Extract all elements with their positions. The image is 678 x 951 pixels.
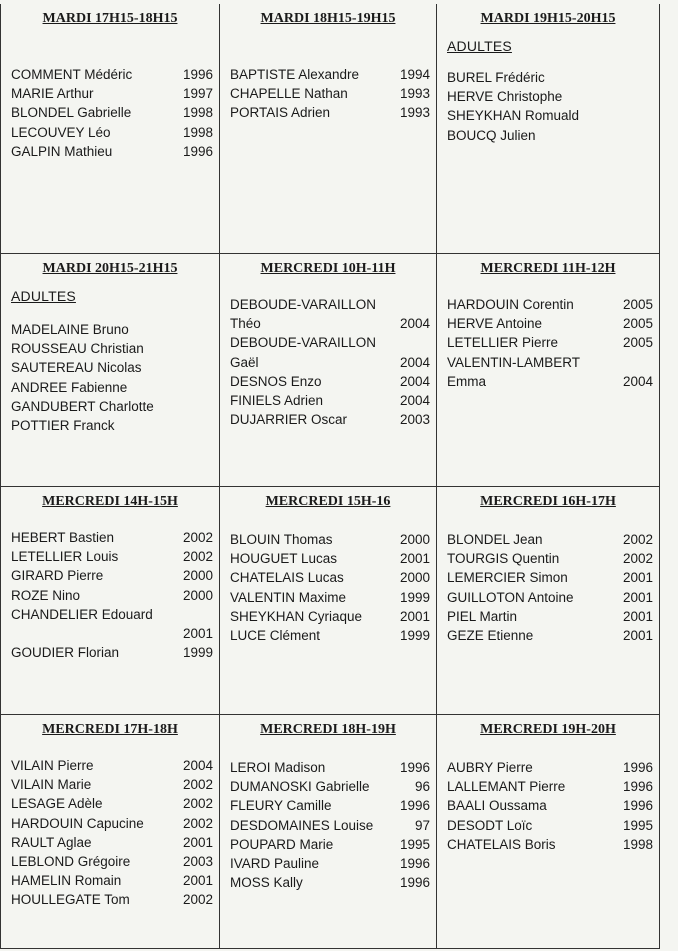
participant-row [11, 103, 213, 122]
slot-title: MARDI 19H15-20H15 [480, 11, 616, 26]
participant-row [230, 103, 430, 122]
birth-year [649, 87, 653, 106]
participant-name: LETELLIER Pierre [447, 335, 559, 351]
participant-name: LUCE Clément [230, 628, 321, 644]
participant-row [230, 758, 430, 777]
participant-name: DESODT Loïc [447, 817, 533, 833]
birth-year [209, 378, 213, 397]
schedule-slot [220, 487, 437, 715]
birth-year: 1999 [399, 589, 430, 605]
slot-title: MERCREDI 17H-18H [42, 722, 178, 737]
birth-year: 2002 [182, 815, 213, 831]
participant-name: TOURGIS Quentin [447, 551, 560, 567]
schedule-slot [220, 4, 437, 254]
participant-row [230, 607, 430, 626]
participant-name: DEBOUDE-VARAILLON [230, 297, 377, 312]
participant-name: HOUGUET Lucas [230, 551, 338, 567]
participant-row [447, 530, 653, 549]
participant-row [11, 643, 213, 662]
participant-row [230, 530, 430, 549]
birth-year: 2000 [399, 570, 430, 586]
schedule-slot [437, 715, 659, 948]
participant-row [447, 796, 653, 815]
schedule-grid [0, 4, 660, 949]
participant-row [447, 549, 653, 568]
participant-name: SHEYKHAN Cyriaque [230, 608, 363, 624]
birth-year: 2003 [182, 854, 213, 870]
participant-row [11, 528, 213, 547]
participant-row [11, 358, 213, 377]
participant-row [230, 816, 430, 835]
participant-row [11, 756, 213, 775]
participant-row [11, 378, 213, 397]
participant-row [11, 814, 213, 833]
birth-year [209, 605, 213, 624]
birth-year [426, 333, 430, 352]
schedule-slot [1, 487, 220, 715]
participant-row [11, 84, 213, 103]
birth-year: 2004 [399, 354, 430, 370]
participant-row [11, 397, 213, 416]
participant-name: IVARD Pauline [230, 856, 320, 872]
participant-name: CHAPELLE Nathan [230, 86, 348, 102]
birth-year: 2001 [622, 628, 653, 644]
birth-year: 2003 [399, 412, 430, 428]
birth-year: 1996 [399, 856, 430, 872]
participant-name: HAMELIN Romain [11, 873, 122, 889]
participant-row [11, 794, 213, 813]
participant-list [447, 758, 653, 854]
birth-year: 2002 [182, 549, 213, 565]
birth-year: 1996 [399, 798, 430, 814]
participant-name: DESDOMAINES Louise [230, 817, 374, 833]
birth-year: 1999 [399, 628, 430, 644]
participant-name: GANDUBERT Charlotte [11, 398, 154, 414]
slot-title: MERCREDI 19H-20H [480, 722, 616, 737]
participant-name: DUJARRIER Oscar [230, 412, 348, 428]
birth-year: 2002 [622, 532, 653, 547]
participant-row [11, 566, 213, 585]
birth-year: 2000 [182, 568, 213, 584]
birth-year: 2002 [182, 530, 213, 545]
participant-list [447, 530, 653, 645]
birth-year: 1996 [182, 143, 213, 159]
birth-year [209, 339, 213, 358]
birth-year: 96 [414, 779, 430, 795]
participant-name: DESNOS Enzo [230, 373, 322, 389]
schedule-slot [220, 254, 437, 487]
participant-row [11, 871, 213, 890]
participant-row [230, 84, 430, 103]
participant-list [230, 758, 430, 892]
birth-year: 2004 [399, 373, 430, 389]
participant-row [11, 339, 213, 358]
birth-year: 1996 [622, 798, 653, 814]
birth-year: 2004 [399, 393, 430, 409]
birth-year: 1996 [399, 875, 430, 891]
participant-row [447, 568, 653, 587]
participant-name: RAULT Aglae [11, 834, 92, 850]
participant-row [11, 123, 213, 142]
participant-row [230, 353, 430, 372]
birth-year: 2002 [622, 551, 653, 567]
participant-row [447, 372, 653, 391]
birth-year: 2001 [182, 626, 213, 642]
participant-row [11, 586, 213, 605]
slot-title: MERCREDI 11H-12H [480, 261, 616, 276]
participant-name: DEBOUDE-VARAILLON [230, 335, 377, 351]
slot-title: MARDI 18H15-19H15 [260, 11, 396, 26]
participant-name: GOUDIER Florian [11, 645, 120, 661]
birth-year: 1998 [182, 124, 213, 140]
participant-name: LEROI Madison [230, 760, 326, 775]
participant-row [11, 852, 213, 871]
participant-row [447, 777, 653, 796]
participant-row [447, 758, 653, 777]
participant-row [230, 873, 430, 892]
participant-row [230, 568, 430, 587]
schedule-slot [437, 487, 659, 715]
slot-title: MERCREDI 15H-16 [265, 494, 391, 509]
participant-row [11, 775, 213, 794]
participant-name: BUREL Frédéric [447, 70, 545, 85]
participant-row [230, 854, 430, 873]
participant-name: DUMANOSKI Gabrielle [230, 779, 370, 795]
participant-name: HERVE Christophe [447, 89, 563, 105]
birth-year: 1995 [399, 836, 430, 852]
participant-name: LEMERCIER Simon [447, 570, 568, 586]
participant-name: ROUSSEAU Christian [11, 341, 144, 357]
participant-row [11, 624, 213, 643]
slot-title: MERCREDI 14H-15H [42, 494, 178, 509]
birth-year: 1993 [399, 105, 430, 121]
participant-list [11, 528, 213, 662]
participant-list [230, 530, 430, 645]
birth-year: 1994 [399, 67, 430, 82]
participant-row [447, 353, 653, 372]
participant-row [230, 410, 430, 429]
participant-name: Théo [230, 316, 261, 332]
participant-name: CHATELAIS Lucas [230, 570, 344, 586]
participant-name: GIRARD Pierre [11, 568, 104, 584]
participant-name: LEBLOND Grégoire [11, 854, 131, 870]
birth-year: 1993 [399, 86, 430, 102]
participant-name: SAUTEREAU Nicolas [11, 360, 142, 376]
participant-name: BLONDEL Jean [447, 532, 543, 547]
participant-row [230, 391, 430, 410]
participant-name: COMMENT Médéric [11, 67, 133, 82]
participant-name: ROZE Nino [11, 587, 81, 603]
birth-year [649, 106, 653, 125]
participant-name: MARIE Arthur [11, 86, 94, 102]
birth-year: 2004 [182, 758, 213, 773]
participant-name: POTTIER Franck [11, 418, 115, 434]
participant-name: Gaël [230, 354, 259, 370]
participant-list [230, 65, 430, 123]
schedule-slot [1, 254, 220, 487]
birth-year: 1996 [182, 67, 213, 82]
participant-name: CHATELAIS Boris [447, 836, 556, 852]
participant-name: VALENTIN Maxime [230, 589, 347, 605]
schedule-slot [1, 715, 220, 948]
slot-title: MERCREDI 18H-19H [260, 722, 396, 737]
birth-year: 1998 [182, 105, 213, 121]
participant-name: HARDOUIN Corentin [447, 297, 574, 312]
participant-row [447, 87, 653, 106]
schedule-slot [437, 4, 659, 254]
schedule-slot [220, 715, 437, 948]
participant-row [447, 295, 653, 314]
participant-name: VILAIN Pierre [11, 758, 94, 773]
participant-name: SHEYKHAN Romuald [447, 108, 580, 124]
birth-year: 97 [414, 817, 430, 833]
birth-year: 2005 [622, 297, 653, 312]
participant-row [230, 295, 430, 314]
participant-name: GALPIN Mathieu [11, 143, 113, 159]
slot-title: MERCREDI 10H-11H [260, 261, 396, 276]
participant-row [230, 777, 430, 796]
participant-name: Emma [447, 373, 487, 389]
slot-title: MERCREDI 16H-17H [480, 494, 616, 509]
participant-row [447, 314, 653, 333]
participant-name: LALLEMANT Pierre [447, 779, 566, 795]
participant-name: AUBRY Pierre [447, 760, 533, 775]
participant-row [230, 65, 430, 84]
birth-year: 2002 [182, 777, 213, 793]
slot-title: MARDI 20H15-21H15 [42, 261, 178, 276]
participant-list [447, 295, 653, 391]
participant-row [11, 547, 213, 566]
birth-year: 2000 [399, 532, 430, 547]
birth-year: 1996 [622, 779, 653, 795]
birth-year: 2005 [622, 335, 653, 351]
birth-year [209, 416, 213, 435]
participant-row [447, 816, 653, 835]
participant-row [230, 333, 430, 352]
birth-year [649, 68, 653, 87]
birth-year [649, 353, 653, 372]
participant-row [230, 835, 430, 854]
participant-row [230, 372, 430, 391]
participant-name: MADELAINE Bruno [11, 322, 129, 337]
birth-year: 2001 [622, 589, 653, 605]
participant-row [447, 333, 653, 352]
participant-row [447, 607, 653, 626]
participant-name: GUILLOTON Antoine [447, 589, 574, 605]
participant-list [11, 756, 213, 910]
participant-name: PORTAIS Adrien [230, 105, 331, 121]
birth-year: 2001 [182, 834, 213, 850]
participant-name: HARDOUIN Capucine [11, 815, 144, 831]
schedule-slot [437, 254, 659, 487]
birth-year: 2001 [399, 608, 430, 624]
participant-name: HERVE Antoine [447, 316, 543, 332]
participant-list [447, 68, 653, 145]
participant-row [11, 416, 213, 435]
birth-year [209, 320, 213, 339]
participant-row [447, 588, 653, 607]
participant-name: PIEL Martin [447, 608, 518, 624]
participant-name: ANDREE Fabienne [11, 379, 128, 395]
participant-row [447, 68, 653, 87]
participant-name: HOULLEGATE Tom [11, 892, 130, 908]
birth-year: 2002 [182, 796, 213, 812]
participant-name: HEBERT Bastien [11, 530, 115, 545]
participant-row [230, 314, 430, 333]
participant-row [447, 626, 653, 645]
participant-name: LETELLIER Louis [11, 549, 119, 565]
participant-name: BOUCQ Julien [447, 127, 536, 143]
participant-row [11, 605, 213, 624]
birth-year: 2000 [182, 587, 213, 603]
participant-name: LESAGE Adèle [11, 796, 103, 812]
birth-year: 1996 [622, 760, 653, 775]
participant-name: FINIELS Adrien [230, 393, 324, 409]
birth-year: 1999 [182, 645, 213, 661]
participant-name: CHANDELIER Edouard [11, 606, 153, 622]
participant-name: BLOUIN Thomas [230, 532, 333, 547]
birth-year [649, 126, 653, 145]
participant-name: VILAIN Marie [11, 777, 92, 793]
participant-name: BAPTISTE Alexandre [230, 67, 360, 82]
participant-row [11, 65, 213, 84]
participant-row [447, 126, 653, 145]
participant-list [11, 320, 213, 435]
birth-year: 2004 [622, 373, 653, 389]
birth-year: 1997 [182, 86, 213, 102]
participant-row [230, 549, 430, 568]
participant-row [11, 142, 213, 161]
birth-year: 2005 [622, 316, 653, 332]
birth-year: 2001 [182, 873, 213, 889]
participant-name: FLEURY Camille [230, 798, 332, 814]
participant-row [230, 626, 430, 645]
participant-row [230, 588, 430, 607]
birth-year [209, 358, 213, 377]
participant-name: GEZE Etienne [447, 628, 534, 644]
birth-year: 2002 [182, 892, 213, 908]
birth-year: 1996 [399, 760, 430, 775]
birth-year: 1998 [622, 836, 653, 852]
participant-name: POUPARD Marie [230, 836, 334, 852]
participant-list [230, 295, 430, 429]
slot-subtitle: ADULTES [447, 38, 512, 54]
birth-year: 1995 [622, 817, 653, 833]
participant-name: MOSS Kally [230, 875, 303, 891]
participant-name: BAALI Oussama [447, 798, 547, 814]
schedule-slot [1, 4, 220, 254]
birth-year: 2001 [399, 551, 430, 567]
participant-list [11, 65, 213, 161]
participant-row [447, 106, 653, 125]
participant-row [447, 835, 653, 854]
participant-name: VALENTIN-LAMBERT [447, 354, 581, 370]
birth-year [209, 397, 213, 416]
participant-name: BLONDEL Gabrielle [11, 105, 132, 121]
participant-row [11, 890, 213, 909]
participant-name: LECOUVEY Léo [11, 124, 111, 140]
birth-year: 2004 [399, 316, 430, 332]
slot-subtitle: ADULTES [11, 288, 76, 304]
birth-year: 2001 [622, 608, 653, 624]
participant-row [11, 320, 213, 339]
participant-row [11, 833, 213, 852]
slot-title: MARDI 17H15-18H15 [42, 11, 178, 26]
birth-year: 2001 [622, 570, 653, 586]
birth-year [426, 295, 430, 314]
participant-row [230, 796, 430, 815]
